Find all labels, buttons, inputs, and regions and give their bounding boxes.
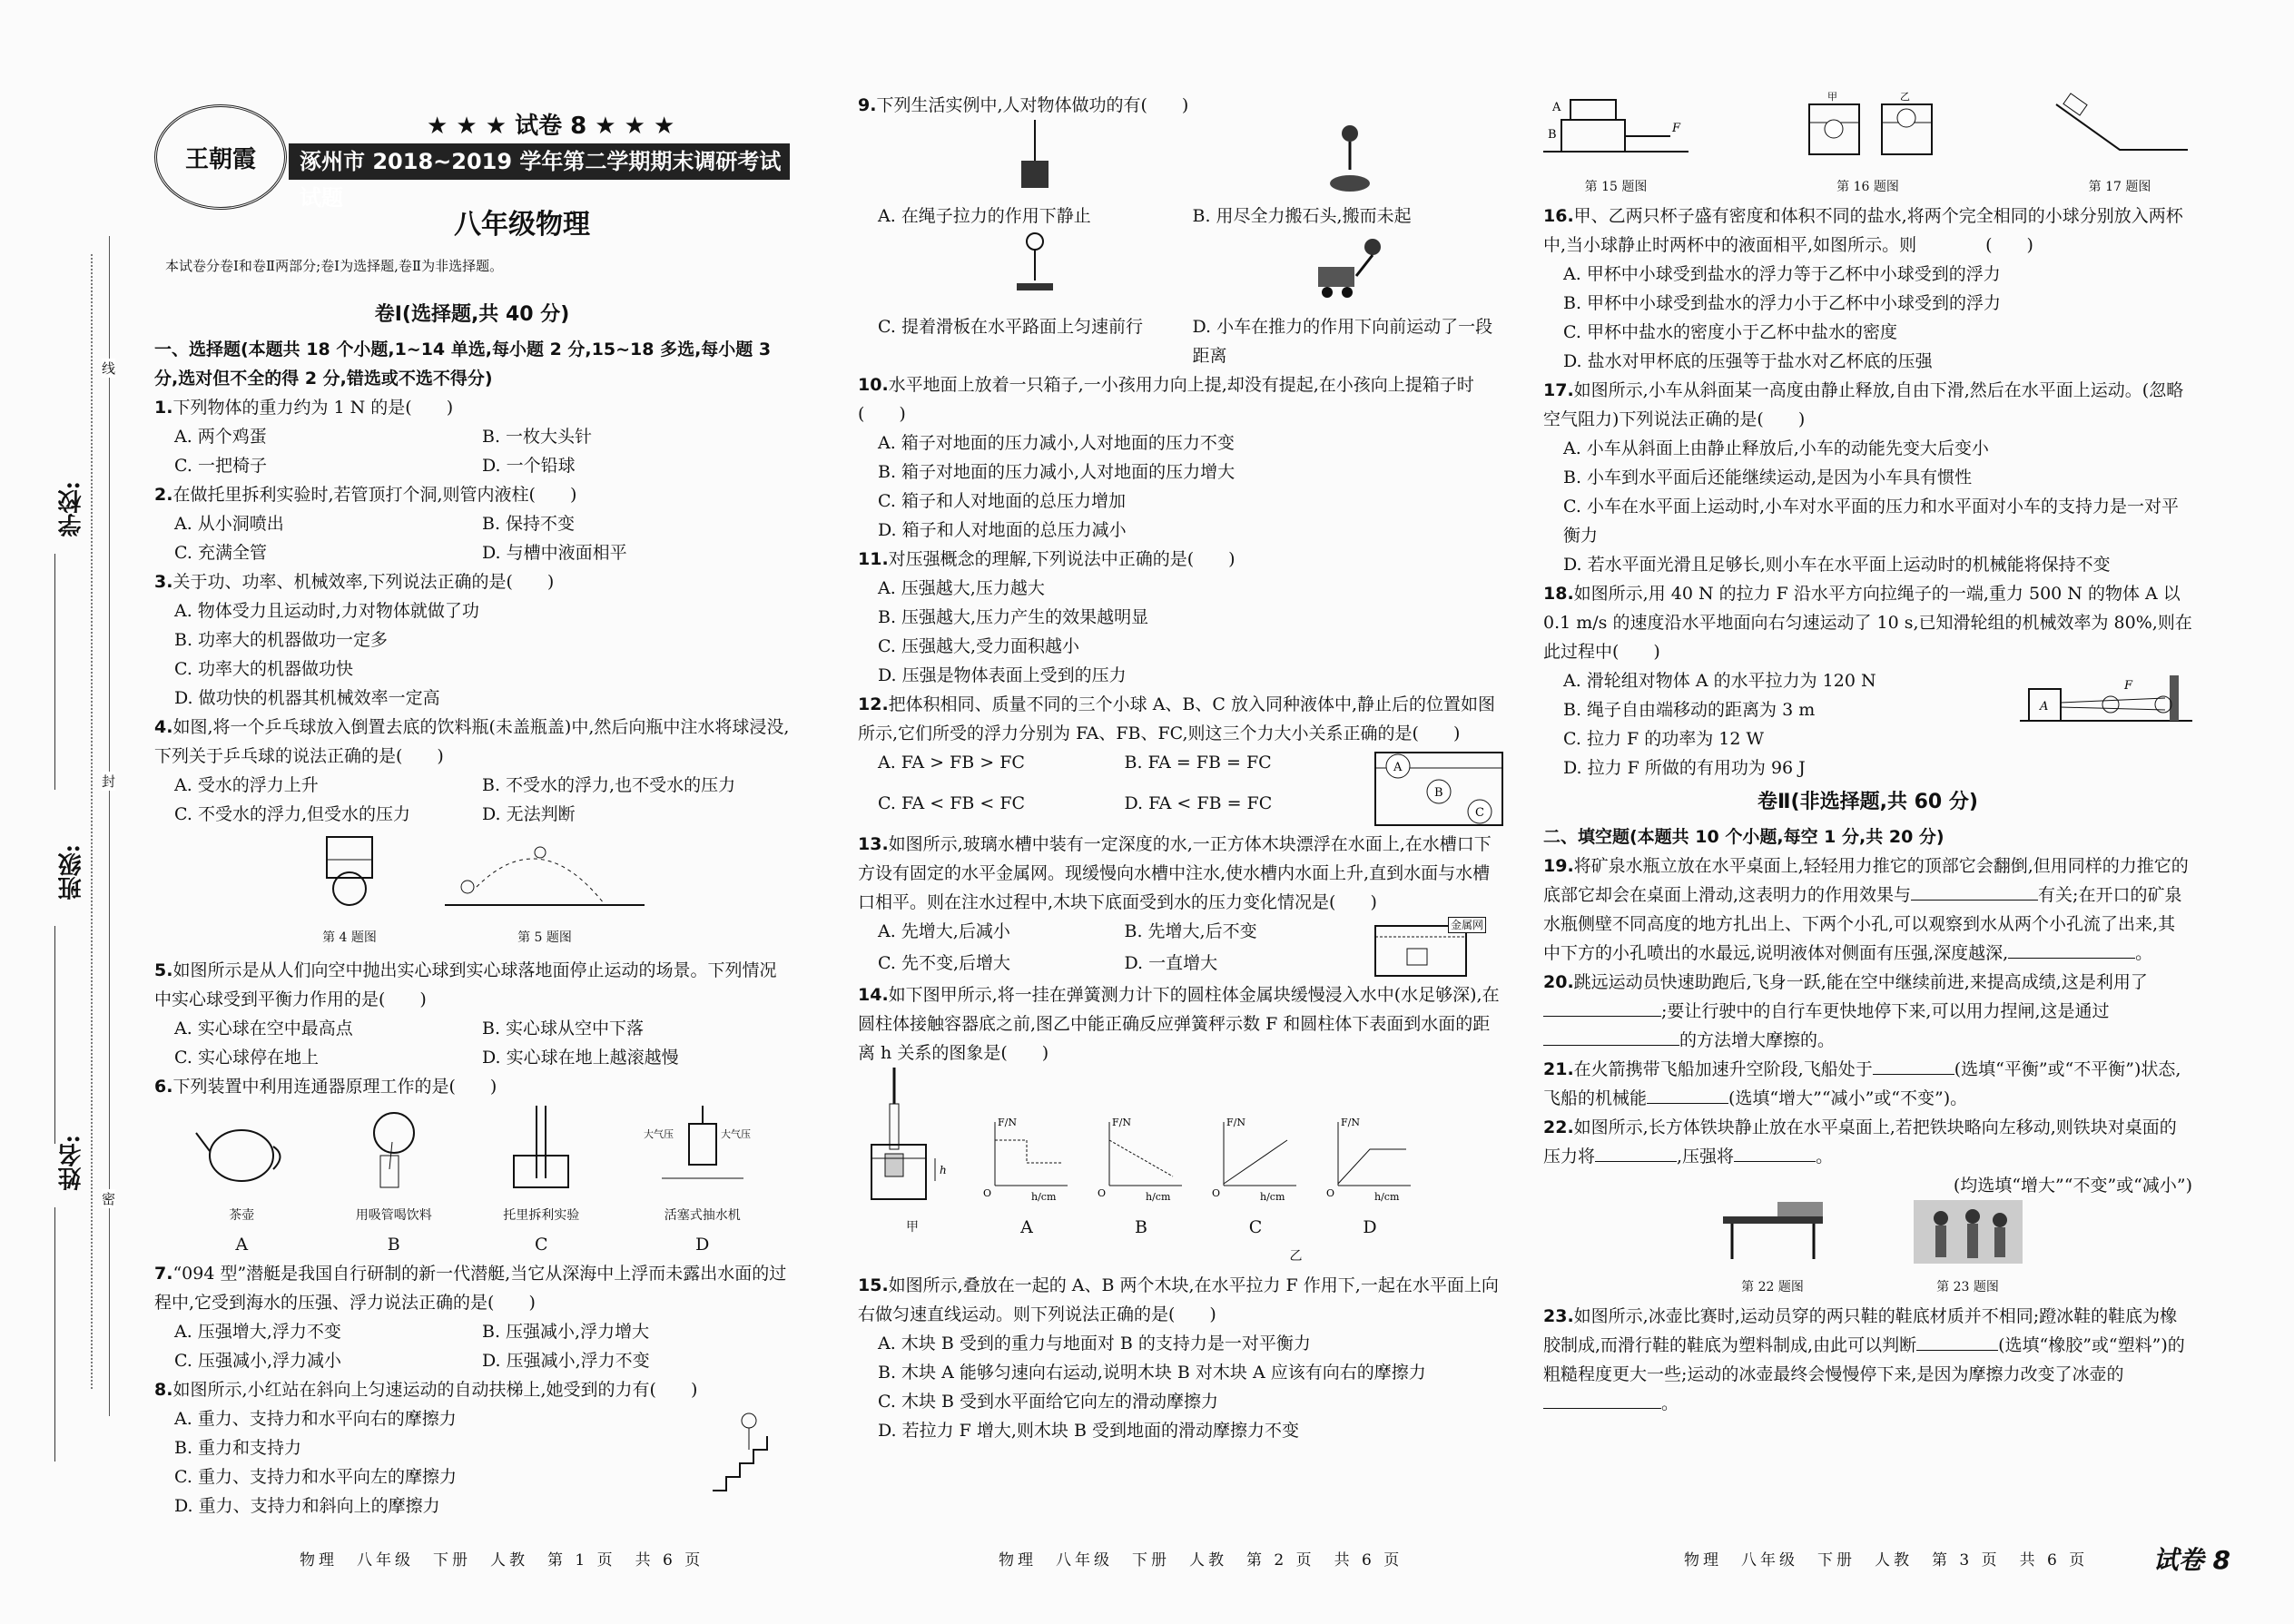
option: B. 保持不变 [482,514,576,534]
option: B. 甲杯中小球受到盐水的浮力小于乙杯中小球受到的浮力 [1563,293,2002,313]
question-7 [154,1259,790,1317]
axis-y: F/N [998,1117,1017,1128]
answer-blank[interactable] [1734,1161,1816,1162]
label-jia: 甲 [1826,91,1837,103]
question-13 [858,830,1507,917]
answer-blank[interactable] [1543,1016,1661,1017]
question-3 [154,567,790,596]
three-balls-diagram [1371,748,1507,830]
q-number: 2. [154,485,173,505]
option: C. 重力、支持力和水平向左的摩擦力 [174,1467,457,1487]
option: A. 压强增大,浮力不变 [174,1322,341,1342]
skateboard-carry-icon [1003,231,1067,303]
q-number: 12. [858,694,889,714]
q-number: 1. [154,398,173,418]
section2-heading: 二、填空题(本题共 10 个小题,每空 1 分,共 20 分) [1543,827,1944,847]
answer-blank[interactable] [1647,1103,1728,1104]
graph-letter: C [1248,1217,1263,1237]
q9d-figure [1193,231,1508,312]
q-number: 4. [154,717,173,737]
answer-blank[interactable] [1543,1045,1679,1046]
paper-badge: ★ ★ ★ 试卷 8 ★ ★ ★ [427,113,675,140]
q-text: 关于功、功率、机械效率,下列说法正确的是( ) [172,572,555,592]
label-f: F [2124,679,2133,693]
paper-title: 涿州市 2018~2019 学年第二学期期末调研考试试题 [289,143,790,180]
option: C. 先不变,后增大 [878,953,1010,973]
label-b: B [1548,128,1557,142]
section1-heading: 一、选择题(本题共 18 个小题,1~14 单选,每小题 2 分,15~18 多选,每小题 3 分,选对但不全的得 2 分,错选或不选不得分) [154,340,772,389]
q-number: 15. [858,1275,889,1295]
figure-caption: 第 15 题图 [1584,180,1648,194]
graph-c [1210,1113,1301,1242]
school-blank [54,554,55,790]
option: D. 若水平面光滑且足够长,则小车在水平面上运动时的机械能将保持不变 [1563,555,2111,575]
option: B. 实心球从空中下落 [482,1019,645,1038]
answer-blank[interactable] [1911,900,2038,901]
q-text: 的方法增大摩擦的。 [1679,1030,1836,1050]
q12-options [858,748,1371,830]
tank-net-diagram [1371,917,1507,980]
q4-q5-figures [154,832,790,952]
option: B. 箱子对地面的压力减小,人对地面的压力增大 [878,462,1236,482]
option: C. 小车在水平面上运动时,小车对水平面的压力和水平面对小车的支持力是一对平衡力 [1563,497,2179,546]
option: C. FA < FB < FC [878,793,1026,813]
column-2 [858,91,1507,1445]
table-block-diagram [1714,1200,1832,1264]
page-footer-2: 物理 八年级 下册 人教 第 2 页 共 6 页 [999,1551,1403,1570]
option: D. 与槽中液面相平 [482,543,627,563]
question-1 [154,393,790,422]
pump-figure [644,1101,762,1259]
figure-caption: 第 23 题图 [1936,1280,1999,1294]
q12-body [858,748,1507,830]
q2-options [154,509,790,567]
option: D. 做功快的机器其机械效率一定高 [174,688,440,708]
option: B. 不受水的浮力,也不受水的压力 [482,775,736,795]
figure-caption: 第 17 题图 [2088,180,2151,194]
fig17 [2047,91,2192,202]
option: D. 拉力 F 所做的有用功为 96 J [1563,758,1806,778]
answer-blank[interactable] [2008,958,2135,959]
option: B. 先增大,后不变 [1124,921,1257,941]
question-14 [858,980,1507,1068]
q-number: 19. [1543,856,1574,876]
question-5 [154,956,790,1014]
option: A. 两个鸡蛋 [174,427,267,447]
question-12 [858,690,1507,748]
option: C. 压强越大,受力面积越小 [878,636,1079,656]
q15-17-figures [1543,91,2192,202]
q-number: 20. [1543,972,1574,992]
figure-caption: 第 16 题图 [1836,180,1899,194]
graph-a-plot [981,1113,1072,1204]
figure-caption: 第 5 题图 [517,930,572,945]
option: B. 一枚大头针 [482,427,593,447]
incline-cart-diagram [2047,91,2192,163]
q13-options [858,917,1371,980]
teapot-figure [192,1101,291,1259]
fig16 [1796,91,1941,202]
cut-line-2 [109,236,110,1416]
spring-scale-diagram [867,1068,958,1204]
q-text: 如图所示,冰壶比赛时,运动员穿的两只鞋的鞋底材质并不相同;蹬冰鞋的鞋底为橡胶制成,而滑行鞋的鞋底为塑料制成,由此可以判断 [1543,1306,2178,1355]
question-11 [858,545,1507,574]
question-23 [1543,1302,2192,1418]
option: A. 箱子对地面的压力减小,人对地面的压力不变 [878,433,1235,453]
page-footer-1: 物理 八年级 下册 人教 第 1 页 共 6 页 [300,1551,704,1570]
question-2 [154,480,790,509]
q-number: 21. [1543,1059,1574,1079]
option: D. 压强是物体表面上受到的压力 [878,665,1127,685]
answer-blank[interactable] [1873,1074,1954,1075]
svg-text:A: A [1393,761,1403,774]
option: A. 滑轮组对物体 A 的水平拉力为 120 N [1563,671,1876,691]
page-footer-3: 物理 八年级 下册 人教 第 3 页 共 6 页 [1684,1551,2089,1570]
q-text: “094 型”潜艇是我国自行研制的新一代潜艇,当它从深海中上浮而未露出水面的过程中,它受到海水的压强、浮力说法正确的是( ) [154,1264,787,1313]
q-text: (选填“增大”“减小”或“不变”)。 [1728,1088,1968,1108]
q14-jia-figure [867,1068,958,1242]
q5-figure [440,832,649,952]
graph-d-plot [1324,1113,1415,1204]
line-mark: 线 [102,360,116,377]
label-f: F [1672,122,1681,135]
torricelli-tube-icon [496,1101,586,1192]
lifting-stone-icon [1318,120,1382,192]
school-label: 学校: [58,481,85,537]
q-text: 水平地面上放着一只箱子,一小孩用力向上提,却没有提起,在小孩向上提箱子时( ) [858,375,1474,424]
option: A. 压强越大,压力越大 [878,578,1045,598]
option: A. FA > FB > FC [878,753,1025,773]
pulley-diagram [2020,666,2192,739]
fig22 [1714,1200,1832,1302]
option: D. 一个铅球 [482,456,576,476]
q-number: 3. [154,572,173,592]
option: A. 在绳子拉力的作用下静止 [878,206,1091,226]
straw-figure [349,1101,439,1259]
option: D. 重力、支持力和斜向上的摩擦力 [174,1496,440,1516]
option: B. 用尽全力搬石头,搬而未起 [1192,206,1412,226]
question-4 [154,713,790,771]
column-1 [154,295,790,1521]
q-number: 10. [858,375,889,395]
option: D. 无法判断 [482,804,576,824]
q-text: 在做托里拆利实验时,若管顶打个洞,则管内液柱( ) [172,485,577,505]
q9b-figure [1193,120,1508,202]
option: C. 充满全管 [174,543,267,563]
q-number: 11. [858,549,889,569]
q1-options [154,422,790,480]
q-number: 18. [1543,584,1574,604]
option: C. 木块 B 受到水平面给它向左的滑动摩擦力 [878,1392,1218,1412]
part1-title: 卷Ⅰ(选择题,共 40 分) [374,303,570,326]
option: D. 若拉力 F 增大,则木块 B 受到地面的滑动摩擦力不变 [878,1421,1299,1441]
origin: O [1212,1187,1221,1199]
option: B. FA = FB = FC [1124,753,1272,773]
q-text: ;要让行驶中的自行车更快地停下来,可以用力捏闸,这是通过 [1661,1001,2110,1021]
q-number: 5. [154,960,173,980]
q-text: 如图所示,玻璃水槽中装有一定深度的水,一正方体木块漂浮在水面上,在水槽口下方设有固定的水平金属网。现缓慢向水槽中注水,使水槽内水面上升,直到水面与水槽口相平。则在注水过程中,木块下底面受到水的压力变化情况是( ) [858,834,1492,912]
q-number: 6. [154,1077,173,1097]
question-16 [1543,202,2192,260]
teapot-icon [192,1101,291,1192]
figure-label: 茶壶 [229,1208,255,1223]
answer-blank[interactable] [1543,1408,1661,1409]
option: A. 物体受力且运动时,力对物体就做了功 [174,601,479,621]
exam-note: 本试卷分卷Ⅰ和卷Ⅱ两部分;卷Ⅰ为选择题,卷Ⅱ为非选择题。 [165,258,504,274]
option: C. 不受水的浮力,但受水的压力 [174,804,410,824]
question-6 [154,1072,790,1101]
axis-y: F/N [1341,1117,1360,1128]
option: C. 压强减小,浮力减小 [174,1351,341,1371]
axis-x: h/cm [1146,1191,1171,1203]
q-text: 如图所示,叠放在一起的 A、B 两个木块,在水平拉力 F 作用下,一起在水平面上向右做匀速直线运动。则下列说法正确的是( ) [858,1275,1499,1324]
q-text: 。 [1816,1147,1834,1166]
option: A. 小车从斜面上由静止释放后,小车的动能先变大后变小 [1563,438,1989,458]
q13-body [858,917,1507,980]
question-19 [1543,851,2192,968]
q-text: 如图,将一个乒乓球放入倒置去底的饮料瓶(未盖瓶盖)中,然后向瓶中注水将球浸没,下列关于乒乓球的说法正确的是( ) [154,717,790,766]
option: C. 功率大的机器做功快 [174,659,353,679]
q-text: 将矿泉水瓶立放在水平桌面上,轻轻用力推它的顶部它会翻倒,但用同样的力推它的底部它却会在桌面上滑动,这表明力的作用效果与 [1543,856,2189,905]
q-number: 16. [1543,206,1574,226]
subject-title: 八年级物理 [454,209,590,241]
option: D. 小车在推力的作用下向前运动了一段距离 [1192,317,1493,366]
q6-figures [154,1101,790,1259]
option: A. 从小洞喷出 [174,514,284,534]
q-text: 如图所示,小车从斜面某一高度由静止释放,自由下滑,然后在水平面上运动。(忽略空气阻力)下列说法正确的是( ) [1543,380,2184,429]
option: D. 盐水对甲杯底的压强等于盐水对乙杯底的压强 [1563,351,1933,371]
graph-c-plot [1210,1113,1301,1204]
option: B. 功率大的机器做功一定多 [174,630,389,650]
svg-text:C: C [1475,806,1484,820]
q-number: 7. [154,1264,173,1284]
q-text: (选填“平衡”或“不平衡”)状态,飞船的机械能 [1543,1059,2181,1108]
q9a-figure [878,120,1193,202]
graph-b-plot [1096,1113,1186,1204]
graph-b [1096,1113,1186,1242]
graph-letter: D [1363,1217,1377,1237]
q-text: 把体积相同、质量不同的三个小球 A、B、C 放入同种液体中,静止后的位置如图所示,它们所受的浮力分别为 FA、FB、FC,则这三个力大小关系正确的是( ) [858,694,1496,743]
question-15 [858,1271,1507,1329]
q-text: 在火箭携带飞船加速升空阶段,飞船处于 [1573,1059,1873,1079]
q22-q23-figures [1543,1200,2192,1302]
q-number: 23. [1543,1306,1574,1326]
q-number: 13. [858,834,889,854]
option: A. 甲杯中小球受到盐水的浮力等于乙杯中小球受到的浮力 [1563,264,2001,284]
column-3 [1543,91,2192,1418]
q-text: 有关;在开口的矿泉水瓶侧壁不同高度的地方扎出上、下两个小孔,可以观察到水从两个小孔流了出来,其中下方的小孔喷出的水最远,说明液体对侧面有压强,深度越深, [1543,885,2182,963]
graph-d [1324,1113,1415,1242]
option: C. 提着滑板在水平路面上匀速前行 [878,317,1143,337]
mi-mark: 密 [102,1191,116,1207]
q-text: (选填“橡胶”或“塑料”)的粗糙程度更大一些;运动的冰壶最终会慢慢停下来,是因为摩擦力改变了冰壶的 [1543,1335,2185,1384]
net-label: 金属网 [1448,917,1486,933]
paper-tag: 试卷 8 [2152,1545,2230,1575]
origin: O [1098,1187,1107,1199]
origin: O [983,1187,992,1199]
option: A. 实心球在空中最高点 [174,1019,353,1038]
label-yi: 乙 [1899,91,1910,103]
q-text: 。 [1661,1393,1679,1413]
name-blank [54,1207,55,1462]
figure-label: 托里拆利实验 [503,1208,580,1223]
graph-a [981,1113,1072,1242]
question-17 [1543,376,2192,434]
option: D. 实心球在地上越滚越慢 [482,1048,679,1068]
q-text: 如图所示,用 40 N 的拉力 F 沿水平方向拉绳子的一端,重力 500 N 的物体 A 以 0.1 m/s 的速度沿水平地面向右匀速运动了 10 s,已知滑轮组的机械效率为 80%,则在此过程中( ) [1543,584,2192,662]
q-text: 如下图甲所示,将一挂在弹簧测力计下的圆柱体金属块缓慢浸入水中(水足够深),在圆柱体接触容器底之前,图乙中能正确反应弹簧秤示数 F 和圆柱体下表面到水面的距离 h 关系的图象是( ) [858,985,1500,1063]
q-text: 如图所示,长方体铁块静止放在水平桌面上,若把铁块略向左移动,则铁块对桌面的压力将 [1543,1117,2177,1166]
option: A. 木块 B 受到的重力与地面对 B 的支持力是一对平衡力 [878,1334,1311,1353]
option: C. 实心球停在地上 [174,1048,319,1068]
class-label: 班级: [58,844,85,901]
figure-caption: 第 4 题图 [322,930,377,945]
option: B. 重力和支持力 [174,1438,302,1458]
option: D. FA < FB = FC [1124,793,1273,813]
axis-x: h/cm [1031,1191,1057,1203]
two-cups-diagram [1796,91,1941,163]
fig15 [1543,91,1689,202]
q-text: 如图所示,小红站在斜向上匀速运动的自动扶梯上,她受到的力有( ) [172,1380,698,1400]
class-blank [54,926,55,1144]
label-a: A [2040,700,2049,714]
figure-letter: D [695,1235,710,1255]
option: C. 箱子和人对地面的总压力增加 [878,491,1126,511]
graph-letter: B [1135,1217,1147,1237]
option: A. 受水的浮力上升 [174,775,319,795]
q22-note: (均选填“增大”“不变”或“减小”) [1953,1176,2192,1196]
atm-label-left: 大气压 [643,1128,674,1140]
q-text: 。 [2135,943,2153,963]
stacked-blocks-diagram [1543,91,1689,163]
option: D. 压强减小,浮力不变 [482,1351,650,1371]
fig23 [1914,1200,2023,1302]
option: C. 甲杯中盐水的密度小于乙杯中盐水的密度 [1563,322,1897,342]
q8-options [154,1404,708,1521]
q-number: 17. [1543,380,1574,400]
axis-y: F/N [1226,1117,1245,1128]
axis-x: h/cm [1374,1191,1400,1203]
figure-letter: A [235,1235,249,1255]
q8-body [154,1404,790,1521]
q4-figure [295,832,404,952]
axis-x: h/cm [1260,1191,1285,1203]
q9c-figure [878,231,1193,312]
q5-options [154,1014,790,1072]
q-text: 下列物体的重力约为 1 N 的是( ) [172,398,454,418]
q-text: 如图所示是从人们向空中抛出实心球到实心球落地面停止运动的场景。下列情况中实心球受到平衡力作用的是( ) [154,960,777,1009]
svg-text:B: B [1434,786,1443,800]
atm-label-right: 大气压 [720,1128,751,1140]
axis-y: F/N [1112,1117,1131,1128]
shot-put-diagram [440,832,649,914]
option: B. 压强越大,压力产生的效果越明显 [878,607,1149,627]
q-number: 8. [154,1380,173,1400]
figure-caption: 第 22 题图 [1741,1280,1804,1294]
q-number: 9. [858,95,877,115]
option: B. 木块 A 能够匀速向右运动,说明木块 B 对木块 A 应该有向右的摩擦力 [878,1363,1426,1383]
figure-caption: 甲 [906,1220,919,1235]
q-number: 22. [1543,1117,1574,1137]
question-9 [858,91,1507,120]
figure-caption: 乙 [1289,1249,1303,1264]
option: D. 一直增大 [1124,953,1218,973]
option: B. 绳子自由端移动的距离为 3 m [1563,700,1816,720]
curling-photo [1914,1200,2023,1264]
person-straw-icon [349,1101,439,1192]
graph-letter: A [1020,1217,1033,1237]
q18-options [1543,666,2020,782]
question-10 [858,370,1507,428]
option: A. 先增大,后减小 [878,921,1010,941]
bottle-ball-diagram [295,832,404,914]
q-number: 14. [858,985,889,1005]
question-18 [1543,579,2192,666]
question-22 [1543,1113,2192,1171]
q-text: 下列装置中利用连通器原理工作的是( ) [172,1077,497,1097]
origin: O [1326,1187,1335,1199]
q-text: 下列生活实例中,人对物体做功的有( ) [876,95,1189,115]
q14-figures [858,1068,1507,1242]
question-21 [1543,1055,2192,1113]
q-text: 跳远运动员快速助跑后,飞身一跃,能在空中继续前进,来提高成绩,这是利用了 [1573,972,2148,992]
part2-title: 卷Ⅱ(非选择题,共 60 分) [1757,791,1978,813]
question-20 [1543,968,2192,1055]
option: B. 小车到水平面后还能继续运动,是因为小车具有惯性 [1563,468,1973,487]
option: C. 拉力 F 的功率为 12 W [1563,729,1764,749]
q13-figure [1371,917,1507,980]
push-cart-icon [1309,231,1391,303]
q-text: 甲、乙两只杯子盛有密度和体积不同的盐水,将两个完全相同的小球分别放入两杯中,当小球静止时两杯中的液面相平,如图所示。则 ( ) [1543,206,2183,255]
cut-line [91,254,93,1389]
rope-weight-icon [1003,120,1067,192]
name-label: 姓名: [58,1135,85,1191]
q4-options [154,771,790,829]
question-8 [154,1375,790,1404]
option: A. 重力、支持力和水平向右的摩擦力 [174,1409,457,1429]
torricelli-figure [496,1101,586,1259]
brand-logo: 王朝霞 [154,104,287,210]
option: D. 箱子和人对地面的总压力减小 [878,520,1127,540]
q9-options [858,120,1507,370]
q-text: ,压强将 [1677,1147,1735,1166]
figure-label: 活塞式抽水机 [664,1208,741,1223]
label-a: A [1552,101,1561,114]
h-label: h [940,1164,947,1176]
q-text: 对压强概念的理解,下列说法中正确的是( ) [888,549,1236,569]
q7-options [154,1317,790,1375]
figure-letter: B [387,1235,400,1255]
seal-mark: 封 [102,773,116,790]
option: B. 压强减小,浮力增大 [482,1322,650,1342]
escalator-icon [708,1404,790,1495]
answer-blank[interactable] [1916,1350,1998,1351]
answer-blank[interactable] [1595,1161,1677,1162]
figure-label: 用吸管喝饮料 [355,1208,432,1223]
piston-pump-icon [644,1101,762,1192]
figure-letter: C [534,1235,548,1255]
q18-body [1543,666,2192,782]
option: C. 一把椅子 [174,456,267,476]
